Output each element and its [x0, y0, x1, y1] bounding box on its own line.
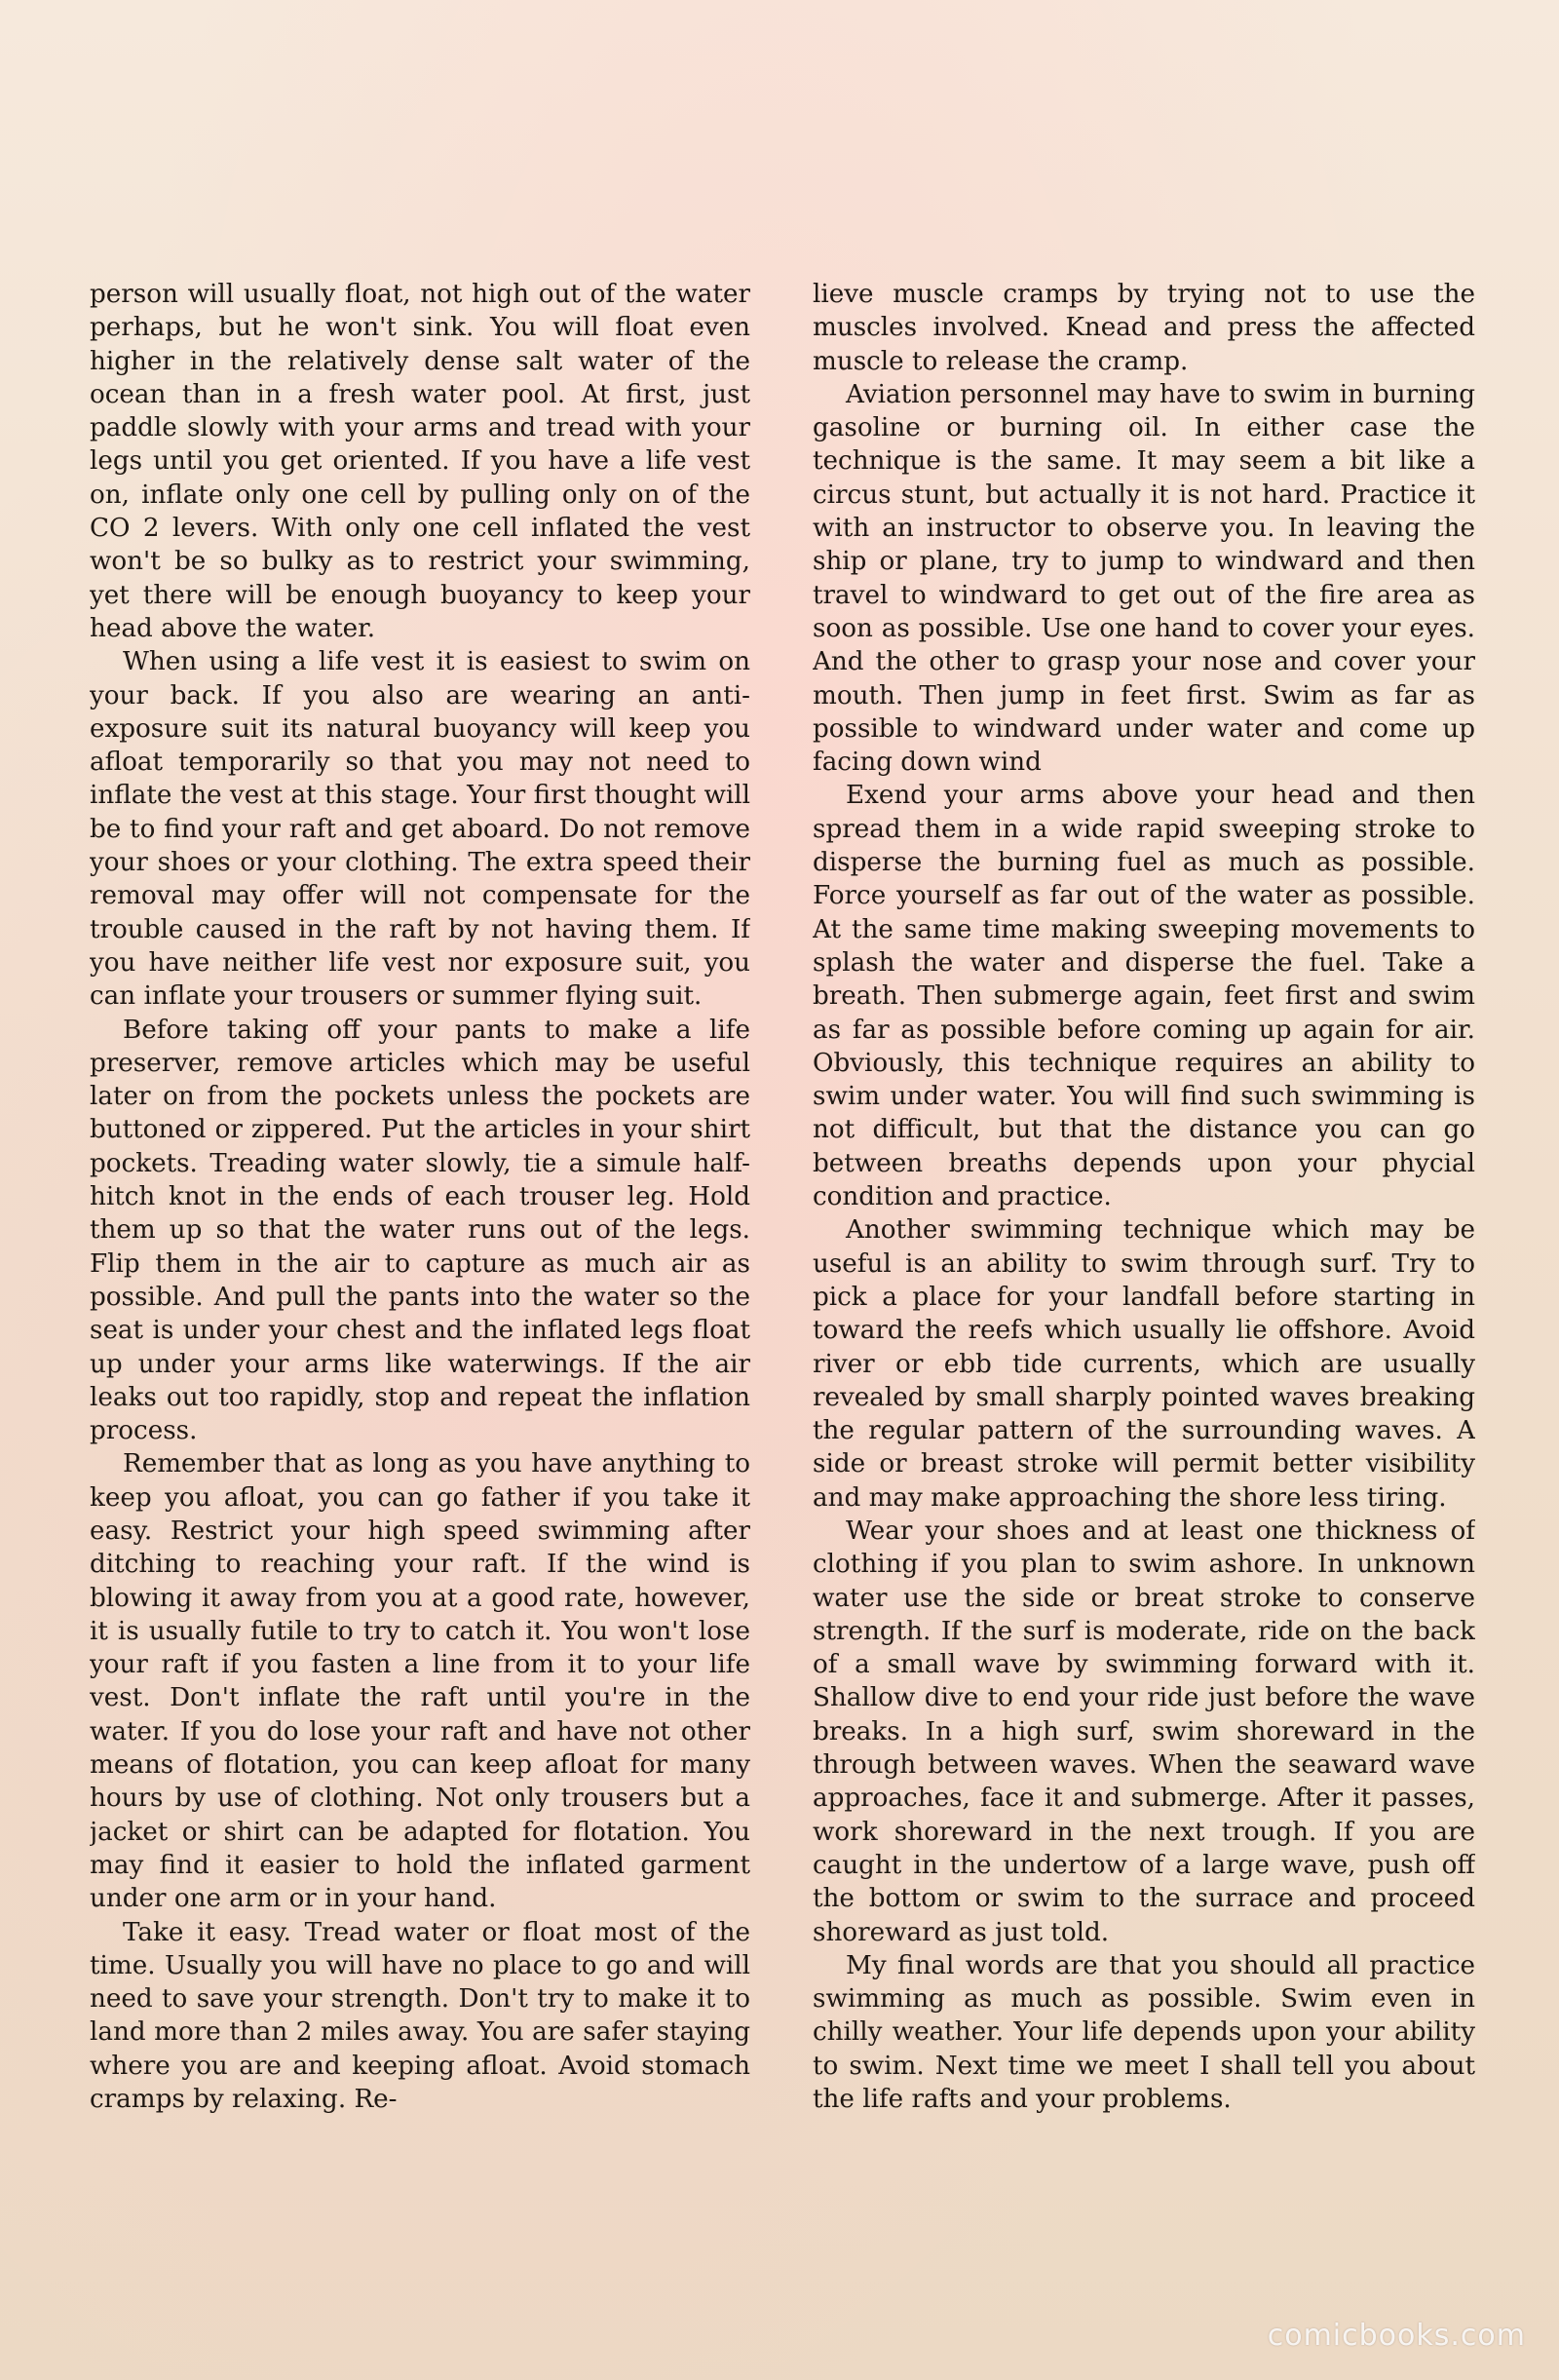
paragraph: Exend your arms above your head and then spread them in a wide rapid sweeping stroke to disperse the burning fuel as much as possible. Force yourself as far out of the water as possible. At the same time making sweeping movements to splash the water and disperse the fuel. Take a breath. Then submerge again, feet first and swim as far as possible before coming up again for air. Obviously, this technique requires an ability to swim under water. You will find such swimming is not difficult, but that the distance you can go between breaths depends upon your phycial condition and practice.	[813, 781, 1475, 1212]
paragraph: person will usually float, not high out of the water perhaps, but he won't sink. You will float even higher in the relatively dense salt water of the ocean than in a fresh water pool. At first, just paddle slowly with your arms and tread with your legs until you get oriented. If you have a life vest on, inflate only one cell by pulling only on of the CO 2 levers. With only one cell inflated the vest won't be so bulky as to restrict your swimming, yet there will be enough buoyancy to keep your head above the water.	[90, 280, 750, 643]
paragraph: Aviation personnel may have to swim in burning gasoline or burning oil. In either case the technique is the same. It may seem a bit like a circus stunt, but actually it is not hard. Practice it with an instructor to observe you. In leaving the ship or plane, try to jump to windward and then travel to windward to get out of the fire area as soon as possible. Use one hand to cover your eyes. And the other to grasp your nose and cover your mouth. Then jump in feet first. Swim as far as possible to windward under water and come up facing down wind	[813, 379, 1475, 778]
paragraph: My final words are that you should all practice swimming as much as possible. Swim even in chilly weather. Your life depends upon your ability to swim. Next time we meet I shall tell you about the life rafts and your problems.	[813, 1950, 1475, 2115]
watermark: comicbooks.com	[1267, 2319, 1526, 2353]
paragraph: Take it easy. Tread water or float most of the time. Usually you will have no place to go and will need to save your strength. Don't try to make it to land more than 2 miles away. You are safer staying where you are and keeping afloat. Avoid stomach cramps by relaxing. Re-	[90, 1917, 750, 2115]
paragraph: Before taking off your pants to make a life preserver, remove articles which may be useful later on from the pockets unless the pockets are buttoned or zippered. Put the articles in your shirt pockets. Treading water slowly, tie a simule half-hitch knot in the ends of each trouser leg. Hold them up so that the water runs out of the legs. Flip them in the air to capture as much air as possible. And pull the pants into the water so the seat is under your chest and the inflated legs float up under your arms like waterwings. If the air leaks out too rapidly, stop and repeat the inflation process.	[90, 1015, 750, 1446]
paragraph: When using a life vest it is easiest to swim on your back. If you also are wearing an anti-exposure suit its natural buoyancy will keep you afloat temporarily so that you may not need to inflate the vest at this stage. Your first thought will be to find your raft and get aboard. Do not remove your shoes or your clothing. The extra speed their removal may offer will not compensate for the trouble caused in the raft by not having them. If you have neither life vest nor exposure suit, you can inflate your trousers or summer flying suit.	[90, 647, 750, 1012]
left-text-column	[90, 278, 750, 2237]
paragraph: Remember that as long as you have anything to keep you afloat, you can go father if you take it easy. Restrict your high speed swimming after ditching to reaching your raft. If the wind is blowing it away from you at a good rate, however, it is usually futile to try to catch it. You won't lose your raft if you fasten a line from it to your life vest. Don't inflate the raft until you're in the water. If you do lose your raft and have not other means of flotation, you can keep afloat for many hours by use of clothing. Not only trousers but a jacket or shirt can be adapted for flotation. You may find it easier to hold the inflated garment under one arm or in your hand.	[90, 1449, 750, 1914]
paragraph: lieve muscle cramps by trying not to use the muscles involved. Knead and press the affected muscle to release the cramp.	[813, 280, 1475, 376]
paragraph: Wear your shoes and at least one thickness of clothing if you plan to swim ashore. In unknown water use the side or breat stroke to conserve strength. If the surf is moderate, ride on the back of a small wave by swimming forward with it. Shallow dive to end your ride just before the wave breaks. In a high surf, swim shoreward in the through between waves. When the seaward wave approaches, face it and submerge. After it passes, work shoreward in the next trough. If you are caught in the undertow of a large wave, push off the bottom or swim to the surrace and proceed shoreward as just told.	[813, 1516, 1475, 1947]
right-text-column	[813, 278, 1475, 2237]
paragraph: Another swimming technique which may be useful is an ability to swim through surf. Try to pick a place for your landfall before starting in toward the reefs which usually lie offshore. Avoid river or ebb tide currents, which are usually revealed by small sharply pointed waves breaking the regular pattern of the surrounding waves. A side or breast stroke will permit better visibility and may make approaching the shore less tiring.	[813, 1215, 1475, 1513]
